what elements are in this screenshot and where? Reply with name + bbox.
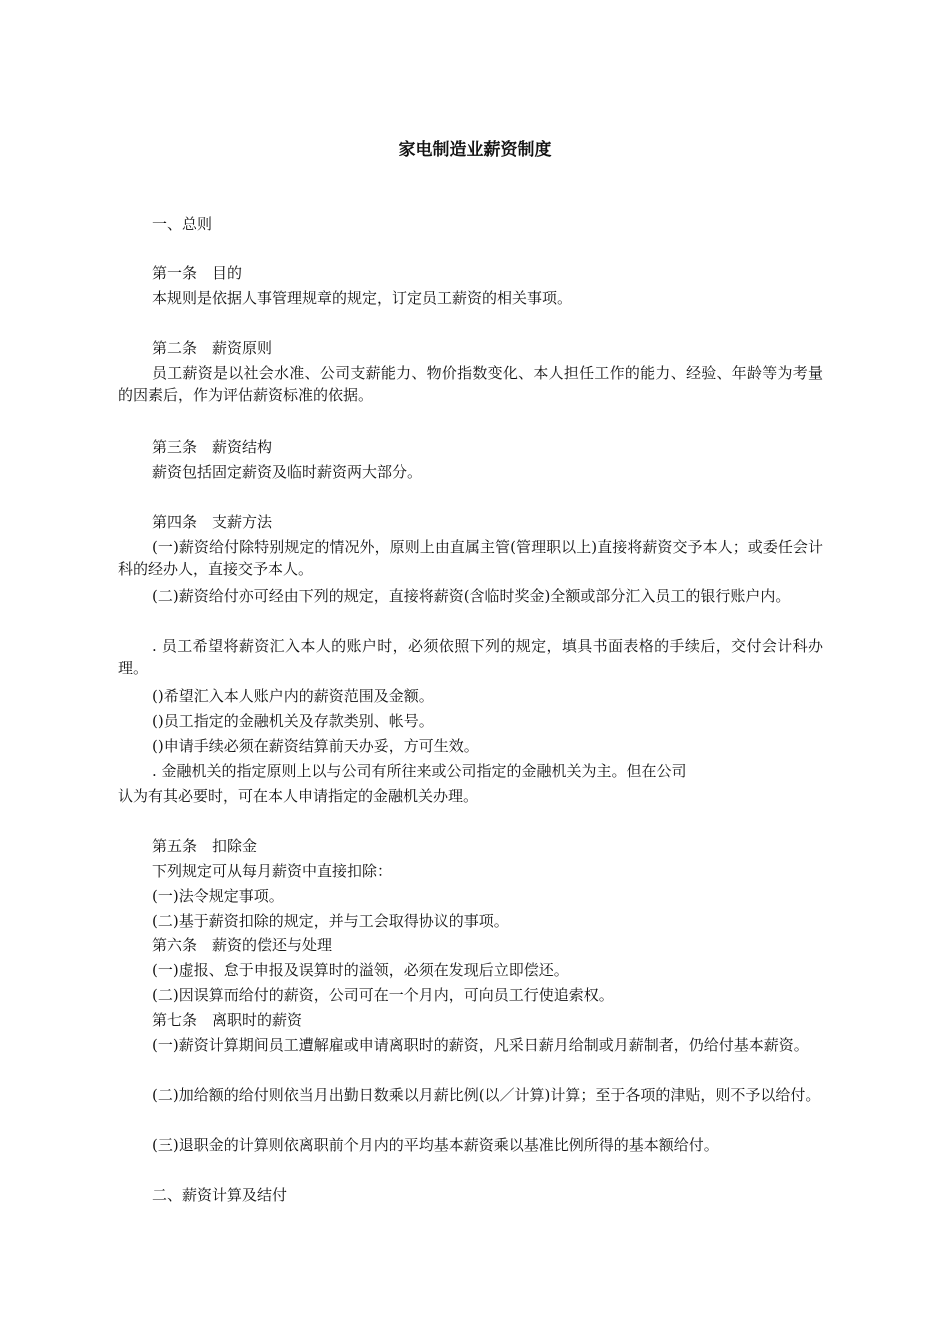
paragraph: (一)薪资给付除特别规定的情况外，原则上由直属主管(管理职以上)直接将薪资交予本人；或委任会计科的经办人，直接交予本人。 [118,538,823,578]
list-item: (二)基于薪资扣除的规定，并与工会取得协议的事项。 [152,912,509,930]
list-item: ()员工指定的金融机关及存款类别、帐号。 [152,712,434,730]
list-item: (二)加给额的给付则依当月出勤日数乘以月薪比例(以／计算)计算；至于各项的津贴，则不予以给付。 [152,1086,821,1104]
list-item: (三)退职金的计算则依离职前个月内的平均基本薪资乘以基准比例所得的基本额给付。 [152,1136,719,1154]
article-heading: 第一条 目的 [152,264,243,282]
paragraph: 员工薪资是以社会水准、公司支薪能力、物价指数变化、本人担任工作的能力、经验、年龄等为考量的因素后，作为评估薪资标准的依据。 [118,364,823,404]
article-heading: 第五条 扣除金 [152,837,258,855]
list-item: (一)薪资计算期间员工遭解雇或申请离职时的薪资，凡采日薪月给制或月薪制者，仍给付基本薪资。 [152,1036,809,1054]
article-heading: 第三条 薪资结构 [152,438,273,456]
list-item: (二)因误算而给付的薪资，公司可在一个月内，可向员工行使追索权。 [152,986,614,1004]
list-item: (一)虚报、怠于申报及误算时的溢领，必须在发现后立即偿还。 [152,961,569,979]
document-title: 家电制造业薪资制度 [398,140,552,160]
article-heading: 第二条 薪资原则 [152,339,273,357]
paragraph: . 金融机关的指定原则上以与公司有所往来或公司指定的金融机关为主。但在公司 [152,762,687,780]
article-heading: 第四条 支薪方法 [152,513,273,531]
list-item: (一)法令规定事项。 [152,887,284,905]
paragraph: . 员工希望将薪资汇入本人的账户时，必须依照下列的规定，填具书面表格的手续后，交付会计科办理。 [118,637,823,677]
section-heading: 一、总则 [152,215,213,233]
paragraph: (二)薪资给付亦可经由下列的规定，直接将薪资(含临时奖金)全额或部分汇入员工的银行账户内。 [152,587,791,605]
article-heading: 第七条 离职时的薪资 [152,1011,303,1029]
paragraph: 本规则是依据人事管理规章的规定，订定员工薪资的相关事项。 [152,289,573,307]
article-heading: 第六条 薪资的偿还与处理 [152,936,333,954]
paragraph: 下列规定可从每月薪资中直接扣除： [152,862,393,880]
paragraph: 认为有其必要时，可在本人申请指定的金融机关办理。 [118,787,479,805]
paragraph: 薪资包括固定薪资及临时薪资两大部分。 [152,463,423,481]
list-item: ()申请手续必须在薪资结算前天办妥，方可生效。 [152,737,479,755]
section-heading: 二、薪资计算及结付 [152,1186,288,1204]
list-item: ()希望汇入本人账户内的薪资范围及金额。 [152,687,434,705]
